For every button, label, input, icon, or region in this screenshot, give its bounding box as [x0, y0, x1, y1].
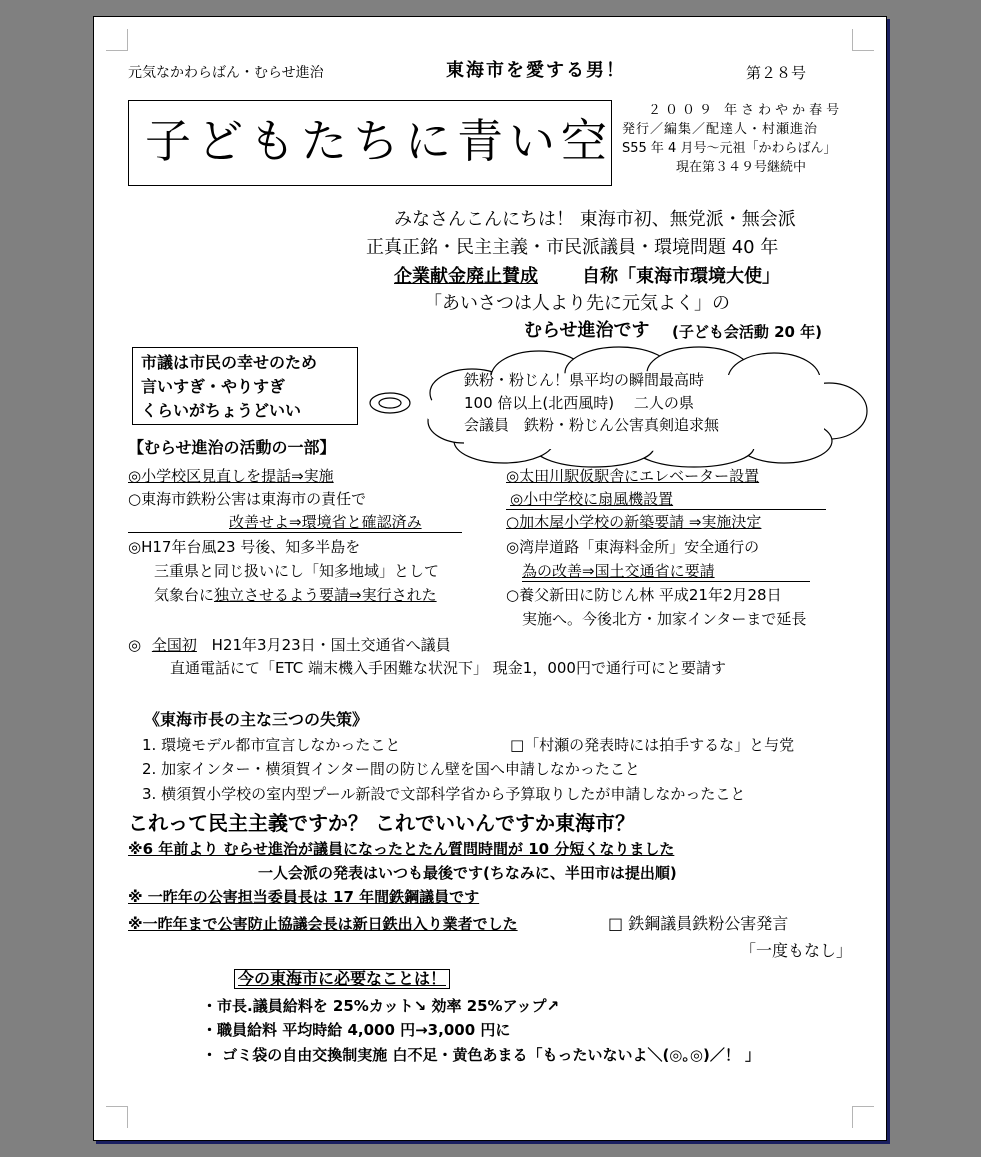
question-note-3: ※ 一昨年の公害担当委員長は 17 年間鉄鋼議員です — [128, 888, 480, 906]
issue-number: 第２８号 — [746, 64, 807, 82]
newsletter-title: 子どもたちに青い空 — [145, 114, 613, 168]
underline-rule — [506, 509, 826, 510]
title-box — [128, 100, 612, 186]
newsletter-page — [93, 16, 887, 1141]
question-note-4: ※一昨年まで公害防止協議会長は新日鉄出入り業者でした — [128, 915, 518, 933]
question-main: これって民主主義ですか？ これでいいんですか東海市？ — [128, 811, 635, 835]
crop-mark-bottom-right — [852, 1106, 874, 1128]
publisher-info: 発行／編集／配達人・村瀬進治 — [622, 122, 819, 137]
question-note-4b: □ 鉄鋼議員鉄粉公害発言 — [608, 914, 789, 933]
activity-left-1: ◎小学校区見直しを提話⇒実施 — [128, 467, 334, 485]
failure-item-1-note: □「村瀬の発表時には拍手するな」と与党 — [510, 736, 795, 754]
national-first-label: 全国初 — [151, 636, 197, 654]
national-detail: H21年3月23日・国土交通省へ議員 — [211, 636, 451, 654]
motto-line-3: くらいがちょうどいい — [141, 401, 302, 420]
motto-box — [132, 347, 358, 425]
motto-line-1: 市議は市民の幸せのため — [141, 353, 318, 372]
activity-right-2: ◎小中学校に扇風機設置 — [510, 490, 674, 508]
activity-left-3c-prefix: 気象台に — [154, 586, 215, 604]
national-mark: ◎ — [128, 636, 142, 654]
question-note-2: 一人会派の発表はいつも最後です(ちなみに、半田市は提出順) — [258, 864, 677, 882]
activities-heading: 【むらせ進治の活動の一部】 — [128, 438, 336, 457]
activity-left-2a: ○東海市鉄粉公害は東海市の責任で — [128, 490, 367, 508]
activity-right-4a: ◎湾岸道路「東海料金所」安全通行の — [506, 538, 760, 556]
crop-mark-top-right — [852, 29, 874, 51]
activity-left-3b: 三重県と同じ扱いにし「知多地域」として — [154, 562, 440, 580]
issue-count-info: 現在第３４９号継続中 — [676, 160, 807, 175]
origin-info: S55 年 4 月号～元祖「かわらばん」 — [622, 141, 837, 156]
edition-info: ２００９ 年さわやか春号 — [648, 103, 844, 118]
activity-national-2: 直通電話にて「ETC 端末機入手困難な状況下」 現金1，000円で通行可にと要請す — [170, 659, 726, 677]
activity-left-3c — [154, 587, 437, 604]
greeting-line-1: みなさんこんにちは！ 東海市初、無党派・無会派 — [394, 209, 796, 230]
greeting-line-5a: むらせ進治です — [524, 320, 650, 341]
underline-rule — [522, 581, 810, 582]
header-subtitle: 元気なかわらばん・むらせ進治 — [128, 65, 324, 81]
greeting-line-3b: 自称「東海市環境大使」 — [582, 266, 780, 287]
underline-rule — [128, 532, 462, 533]
cloud-line-3: 会議員 鉄粉・粉じん公害真剣追求無 — [464, 416, 720, 434]
needs-item-3: ・ ゴミ袋の自由交換制実施 白不足・黄色あまる「もったいないよ＼(◎｡◎)／！ 」 — [202, 1046, 761, 1064]
needs-item-2: ・職員給料 平均時給 4,000 円→3,000 円に — [202, 1021, 511, 1039]
failure-item-3: 3. 横須賀小学校の室内型プール新設で文部科学省から予算取りしたが申請しなかったこと — [142, 785, 746, 803]
failures-heading: 《東海市長の主な三つの失策》 — [144, 710, 369, 729]
cloud-line-2: 100 倍以上(北西風時) 二人の県 — [464, 394, 694, 412]
question-note-4c: 「一度もなし」 — [740, 941, 853, 960]
activity-left-2b: 改善せよ⇒環境省と確認済み — [229, 513, 422, 531]
failure-item-1: 1. 環境モデル都市宣言しなかったこと — [142, 736, 401, 754]
activity-right-5b: 実施へ。今後北方・加家インターまで延長 — [522, 610, 807, 628]
activity-right-3: ○加木屋小学校の新築要請 ⇒実施決定 — [506, 513, 762, 531]
activity-left-3a: ◎H17年台風23 号後、知多半島を — [128, 538, 361, 556]
motto-line-2: 言いすぎ・やりすぎ — [141, 377, 286, 396]
activity-left-3c-underlined: 独立させるよう要請⇒実行された — [214, 586, 437, 604]
activity-national-1 — [128, 637, 451, 654]
greeting-line-4: 「あいさつは人より先に元気よく」の — [424, 293, 730, 314]
crop-mark-top-left — [106, 29, 128, 51]
failure-item-2: 2. 加家インター・横須賀インター間の防じん壁を国へ申請しなかったこと — [142, 760, 640, 778]
greeting-line-5b: (子ども会活動 20 年) — [672, 323, 823, 341]
greeting-line-2: 正真正銘・民主主義・市民派議員・環境問題 40 年 — [366, 237, 779, 258]
activity-right-4b: 為の改善⇒国土交通省に要請 — [522, 562, 715, 580]
cloud-line-1: 鉄粉・粉じん！県平均の瞬間最高時 — [464, 371, 705, 389]
activity-right-5a: ○養父新田に防じん林 平成21年2月28日 — [506, 586, 782, 604]
activity-right-1: ◎太田川駅仮駅舎にエレベーター設置 — [506, 467, 760, 485]
question-note-1: ※6 年前より むらせ進治が議員になったとたん質問時間が 10 分短くなりました — [128, 840, 675, 858]
header-tagline: 東海市を愛する男！ — [446, 60, 626, 81]
needs-heading: 今の東海市に必要なことは！ — [234, 969, 450, 989]
crop-mark-bottom-left — [106, 1106, 128, 1128]
needs-item-1: ・市長.議員給料を 25%カット↘ 効率 25%アップ↗ — [202, 997, 560, 1015]
greeting-line-3a: 企業献金廃止賛成 — [394, 266, 538, 287]
